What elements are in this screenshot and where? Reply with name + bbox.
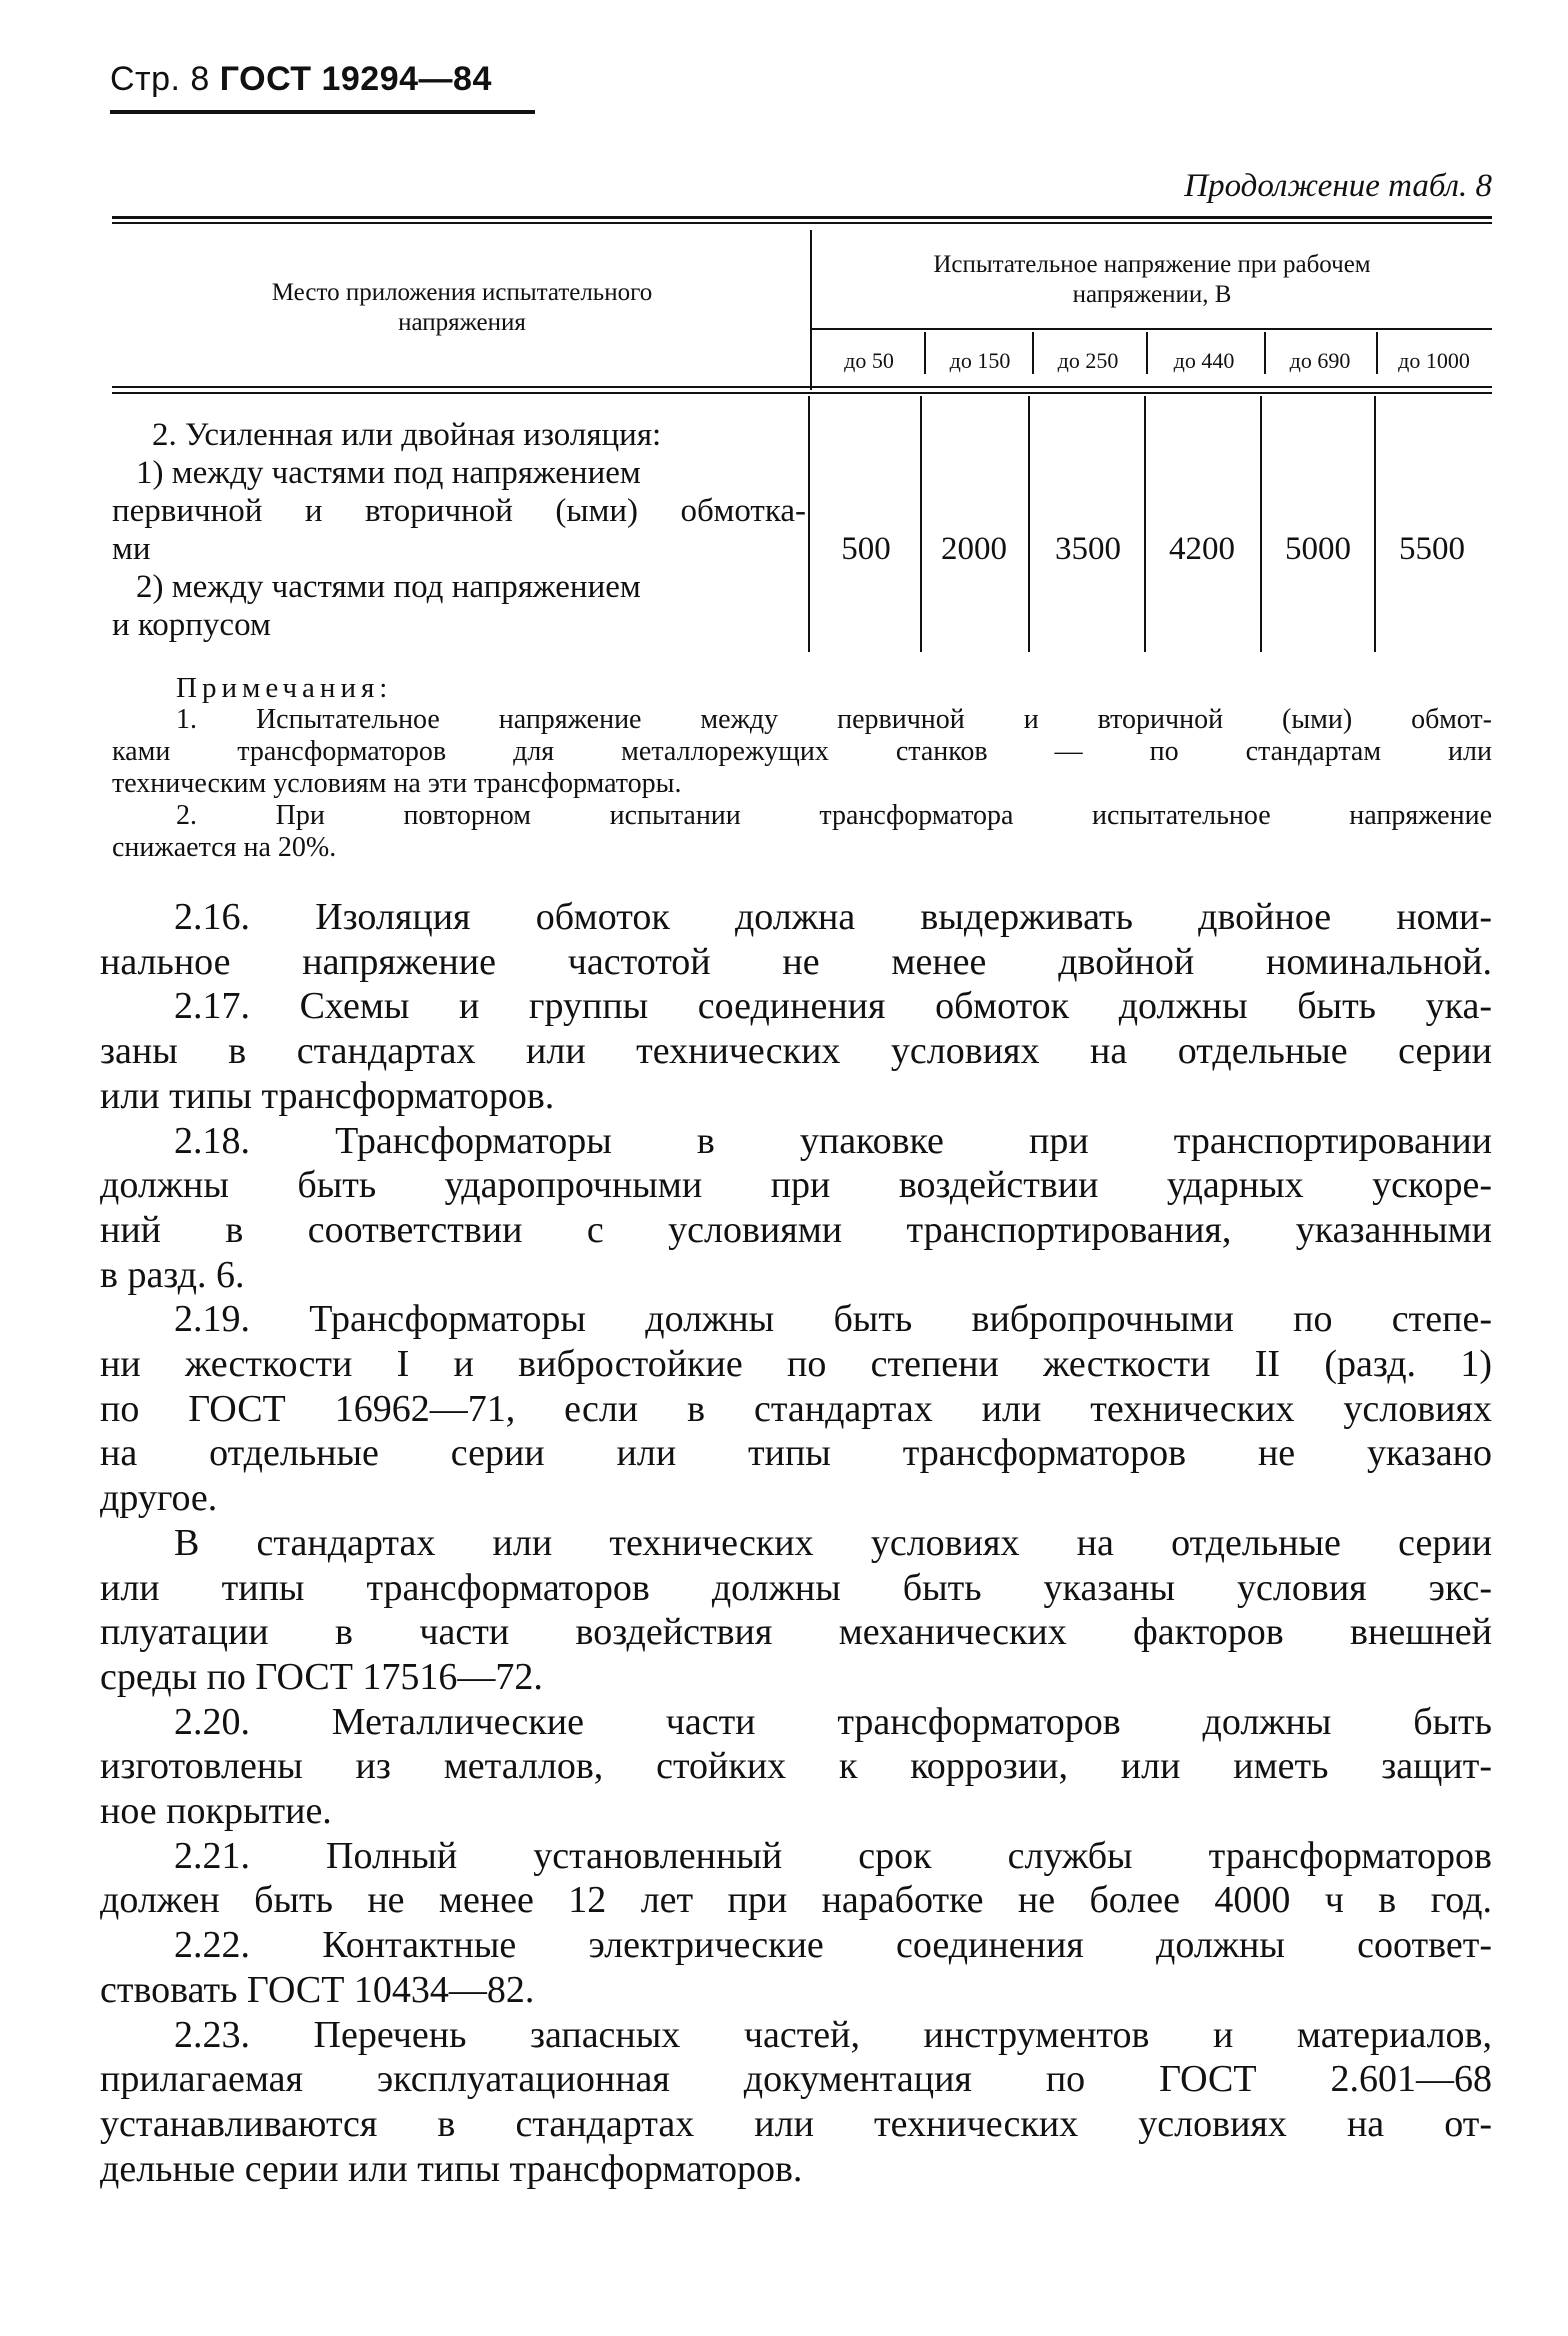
row-text-line: 2) между частями под напряжением (136, 569, 641, 605)
row-text-line: ми (112, 531, 151, 567)
header-rule (110, 110, 535, 114)
row-divider (1028, 396, 1030, 652)
table-top-rule (112, 216, 1492, 219)
paragraph-line: ствовать ГОСТ 10434—82. (100, 1968, 535, 2011)
body-text (100, 895, 1492, 2191)
voltage-value: 2000 (941, 531, 1007, 567)
row-divider (1144, 396, 1146, 652)
subheader-cell: до 440 (1173, 348, 1235, 373)
paragraph-line: ни жесткости I и вибростойкие по степени жесткости II (разд. 1) (100, 1343, 1492, 1386)
paragraph-line: или типы трансформаторов должны быть указаны условия экс- (100, 1566, 1492, 1609)
header-divider (810, 230, 812, 390)
paragraph-line: 2.20. Металлические части трансформаторов должны быть (174, 1700, 1492, 1743)
paragraph-line: 2.19. Трансформаторы должны быть вибропрочными по степе- (174, 1298, 1492, 1341)
note-line: снижается на 20%. (112, 832, 337, 863)
note-line: техническим условиям на эти трансформаторы. (112, 768, 682, 799)
paragraph-line: 2.21. Полный установленный срок службы трансформаторов (174, 1834, 1492, 1877)
row-text-line: первичной и вторичной (ыми) обмотка- (112, 493, 806, 529)
header-bottom-rule (112, 386, 1492, 388)
paragraph-line: должен быть не менее 12 лет при наработке не более 4000 ч в год. (100, 1879, 1492, 1922)
paragraph-line: 2.17. Схемы и группы соединения обмоток должны быть ука- (174, 985, 1492, 1028)
voltage-value: 5000 (1285, 531, 1351, 567)
subheader-rule (812, 328, 1492, 330)
subheader-divider (1376, 332, 1378, 374)
voltage-table (112, 216, 1492, 656)
row-divider (920, 396, 922, 652)
paragraph-line: 2.23. Перечень запасных частей, инструментов и материалов, (174, 2013, 1492, 2056)
column-header-line: напряжении, В (1072, 281, 1232, 308)
table-notes (112, 672, 1492, 864)
voltage-value: 3500 (1055, 531, 1121, 567)
column-header-voltage (822, 250, 1482, 310)
row-description (112, 416, 806, 644)
paragraph-line: устанавливаются в стандартах или технических условиях на от- (100, 2102, 1492, 2145)
paragraph-line: прилагаемая эксплуатационная документация по ГОСТ 2.601—68 (100, 2058, 1492, 2101)
paragraph-line: 2.18. Трансформаторы в упаковке при транспортировании (174, 1119, 1492, 1162)
subheader-cell: до 690 (1289, 348, 1351, 373)
paragraph-line: другое. (100, 1477, 218, 1520)
page-header (110, 60, 492, 99)
voltage-value: 500 (841, 531, 891, 567)
voltage-value: 5500 (1399, 531, 1465, 567)
paragraph-line: должны быть ударопрочными при воздействии ударных ускоре- (100, 1164, 1492, 1207)
column-header-line: Место приложения испытательного (271, 279, 653, 306)
voltage-value: 4200 (1169, 531, 1235, 567)
note-line: ками трансформаторов для металлорежущих станков — по стандартам или (112, 736, 1492, 767)
paragraph-line: среды по ГОСТ 17516—72. (100, 1655, 543, 1698)
paragraph-line: В стандартах или технических условиях на отдельные серии (174, 1521, 1492, 1564)
note-line: 2. При повторном испытании трансформатора испытательное напряжение (176, 800, 1492, 831)
paragraph-line: по ГОСТ 16962—71, если в стандартах или технических условиях (100, 1387, 1492, 1430)
subheader-cell: до 250 (1057, 348, 1119, 373)
table-top-rule (112, 222, 1492, 224)
paragraph-line: ний в соответствии с условиями транспортирования, указанными (100, 1208, 1492, 1251)
row-divider (1374, 396, 1376, 652)
paragraph-line: изготовлены из металлов, стойких к коррозии, или иметь защит- (100, 1745, 1492, 1788)
doc-code: ГОСТ 19294—84 (219, 60, 492, 98)
paragraph-line: 2.16. Изоляция обмоток должна выдерживать двойное номи- (174, 896, 1492, 938)
paragraph-line: дельные серии или типы трансформаторов. (100, 2147, 803, 2190)
note-line: 1. Испытательное напряжение между первичной и вторичной (ыми) обмот- (176, 704, 1492, 735)
row-text-line: 1) между частями под напряжением (136, 455, 641, 491)
paragraph-line: на отдельные серии или типы трансформаторов не указано (100, 1432, 1492, 1475)
page-label: Стр. 8 (110, 60, 210, 98)
header-bottom-rule (112, 392, 1492, 394)
row-divider (1260, 396, 1262, 652)
table-continuation-label: Продолжение табл. 8 (1184, 168, 1492, 204)
paragraph-line: или типы трансформаторов. (100, 1074, 555, 1117)
subheader-divider (1146, 332, 1148, 374)
paragraph-line: 2.22. Контактные электрические соединения должны соответ- (174, 1924, 1492, 1967)
column-header-location (152, 278, 772, 338)
paragraph-line: плуатации в части воздействия механических факторов внешней (100, 1611, 1492, 1654)
notes-title: Примечания: (176, 672, 393, 704)
row-text-line: 2. Усиленная или двойная изоляция: (152, 417, 662, 453)
paragraph-line: в разд. 6. (100, 1253, 245, 1296)
paragraph-line: заны в стандартах или технических условиях на отдельные серии (100, 1030, 1492, 1073)
paragraph-line: ное покрытие. (100, 1790, 332, 1833)
subheader-cell: до 50 (844, 348, 894, 373)
subheader-cell: до 1000 (1398, 348, 1470, 373)
row-text-line: и корпусом (112, 607, 271, 643)
subheader-cell: до 150 (949, 348, 1011, 373)
column-header-line: Испытательное напряжение при рабочем (933, 251, 1371, 278)
column-header-line: напряжения (398, 309, 526, 336)
row-divider (808, 396, 810, 652)
paragraph-line: нальное напряжение частотой не менее двойной номинальной. (100, 940, 1492, 983)
